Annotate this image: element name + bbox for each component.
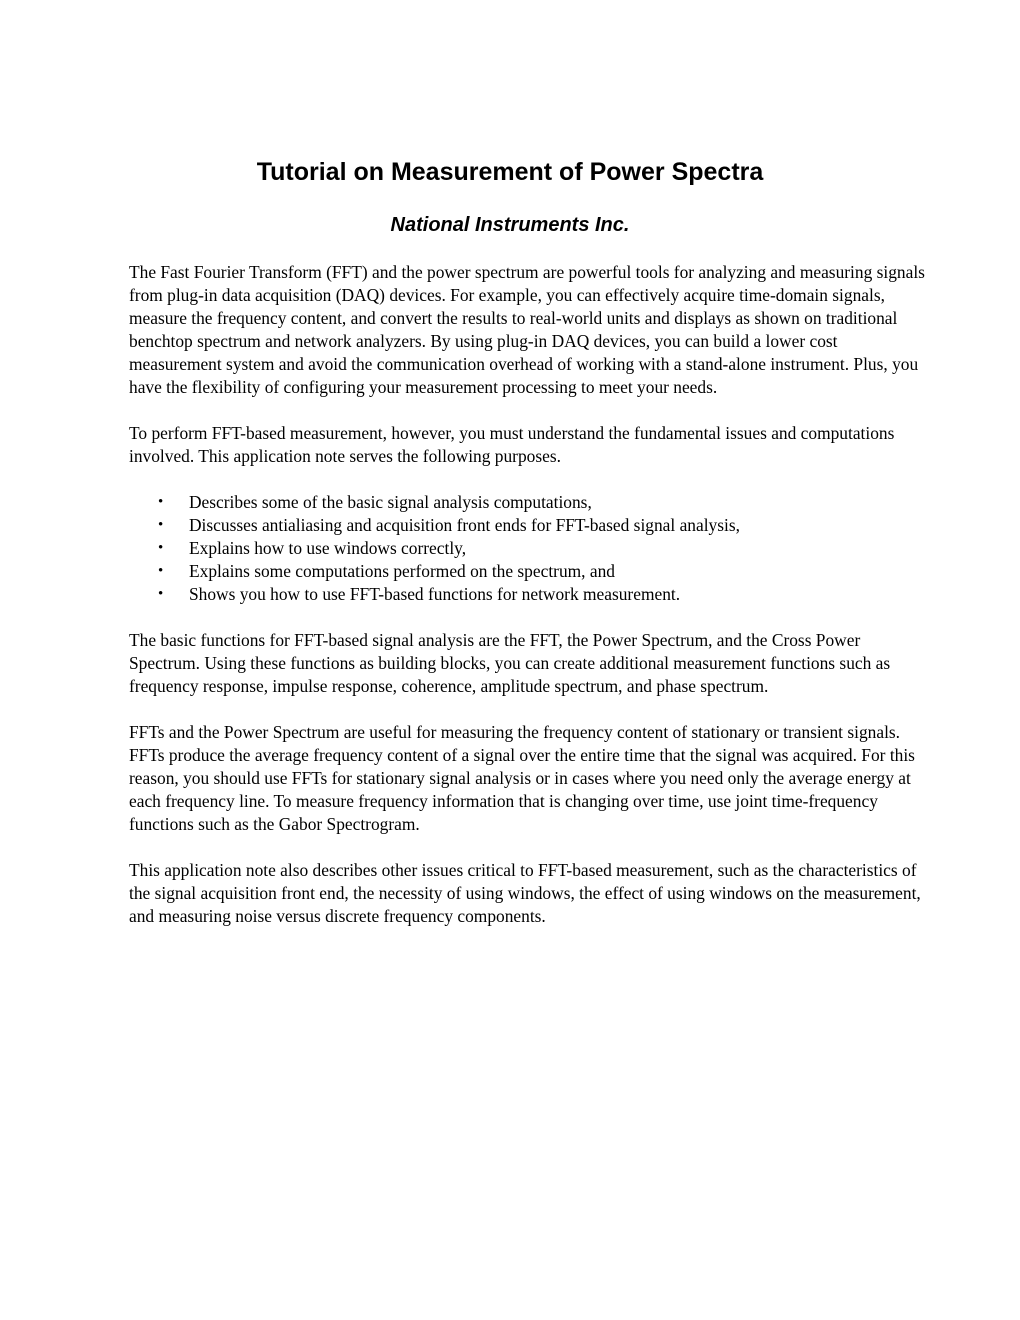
document-body	[129, 261, 929, 951]
bullet-icon: •	[158, 494, 164, 510]
bullet-icon: •	[158, 563, 164, 579]
paragraph-other-issues: This application note also describes other issues critical to FFT-based measurement, such as the characteristics of the signal acquisition front end, the necessity of using windows, the effect of using windows on the measurement, and measuring noise versus discrete frequency components.	[129, 860, 921, 926]
bullet-icon: •	[158, 540, 164, 556]
list-item-text: Shows you how to use FFT-based functions for network measurement.	[189, 584, 681, 604]
paragraph-purposes-intro: To perform FFT-based measurement, however, you must understand the fundamental issues and computations involved. This application note serves the following purposes.	[129, 423, 895, 466]
bullet-icon: •	[158, 586, 164, 602]
list-item-text: Describes some of the basic signal analysis computations,	[189, 492, 592, 512]
list-item-text: Explains some computations performed on the spectrum, and	[189, 561, 615, 581]
list-item	[129, 491, 929, 514]
paragraph-basic-functions: The basic functions for FFT-based signal analysis are the FFT, the Power Spectrum, and the Cross Power Spectrum. Using these functions as building blocks, you can create additional measurement functions such as frequency response, impulse response, coherence, amplitude spectrum, and phase spectrum.	[129, 630, 891, 696]
list-item	[129, 560, 929, 583]
document-title: Tutorial on Measurement of Power Spectra	[256, 158, 764, 186]
list-item	[129, 583, 929, 606]
list-item-text: Discusses antialiasing and acquisition front ends for FFT-based signal analysis,	[189, 515, 740, 535]
list-item-text: Explains how to use windows correctly,	[189, 538, 467, 558]
document-subtitle: National Instruments Inc.	[390, 214, 630, 236]
bullet-icon: •	[158, 517, 164, 533]
purposes-list	[129, 491, 929, 606]
paragraph-intro: The Fast Fourier Transform (FFT) and the power spectrum are powerful tools for analyzing and measuring signals from plug-in data acquisition (DAQ) devices. For example, you can effectively acquire time-domain signals, measure the frequency content, and convert the results to real-world units and displays as shown on traditional benchtop spectrum and network analyzers. By using plug-in DAQ devices, you can build a lower cost measurement system and avoid the communication overhead of working with a stand-alone instrument. Plus, you have the flexibility of configuring your measurement processing to meet your needs.	[129, 262, 925, 397]
paragraph-ffts-usage: FFTs and the Power Spectrum are useful for measuring the frequency content of stationary or transient signals. FFTs produce the average frequency content of a signal over the entire time that the signal was acquired. For this reason, you should use FFTs for stationary signal analysis or in cases where you need only the average energy at each frequency line. To measure frequency information that is changing over time, use joint time-frequency functions such as the Gabor Spectrogram.	[129, 722, 915, 834]
list-item	[129, 514, 929, 537]
list-item	[129, 537, 929, 560]
